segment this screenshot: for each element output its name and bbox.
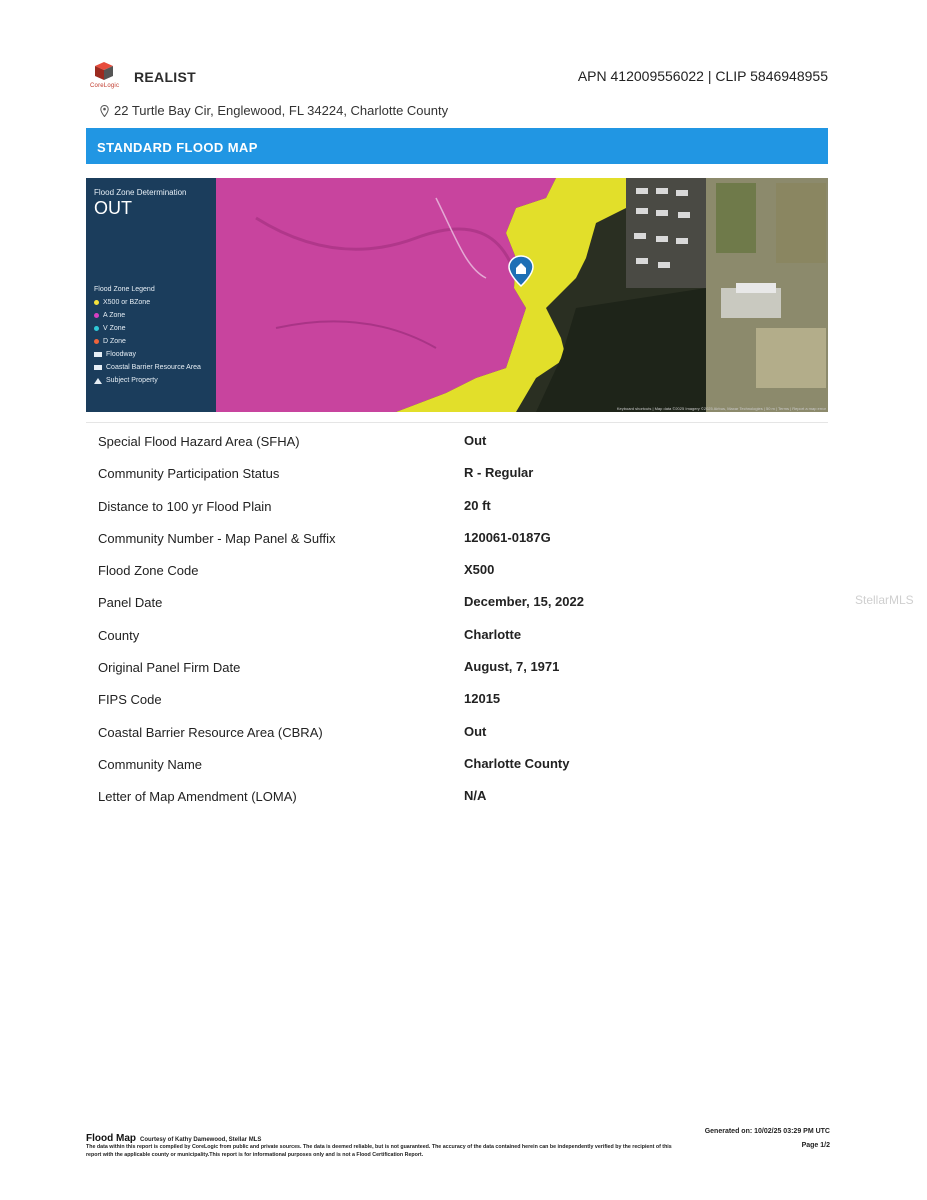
field-label: Special Flood Hazard Area (SFHA) [98, 434, 300, 449]
logo-text: CoreLogic [90, 83, 120, 89]
legend-label: X500 or BZone [103, 299, 151, 306]
field-value: R - Regular [464, 465, 534, 481]
field-label: County [98, 627, 140, 643]
legend-item [94, 338, 126, 345]
field-value: August, 7, 1971 [464, 659, 560, 675]
table-row [86, 649, 828, 681]
property-address [100, 103, 448, 118]
footer-disclaimer: The data within this report is compiled by CoreLogic from public and private sources. The data is deemed reliable, but is not guaranteed. The accuracy of the data contained herein can be independently verified by the recipient of this report with the applicable county or municipality.This report is for informational purposes only and is not a Flood Certification Report. [86, 1144, 672, 1158]
field-label: Letter of Map Amendment (LOMA) [98, 789, 297, 805]
legend-label: Subject Property [106, 377, 158, 384]
report-footer [86, 1128, 830, 1158]
brand-name: REALIST [134, 69, 196, 85]
field-label: Community Participation Status [98, 466, 280, 482]
table-row [86, 584, 828, 616]
legend-square-icon [94, 352, 102, 357]
table-row [86, 455, 828, 487]
legend-label: V Zone [103, 325, 126, 332]
house-icon [94, 378, 102, 384]
table-row [86, 520, 828, 552]
field-value: N/A [464, 788, 487, 804]
legend-label: A Zone [103, 312, 126, 319]
address-text: 22 Turtle Bay Cir, Englewood, FL 34224, Charlotte County [114, 103, 449, 118]
table-row [86, 488, 828, 520]
field-label: Flood Zone Code [98, 563, 199, 579]
table-row [86, 681, 828, 713]
table-row [86, 422, 828, 455]
flood-map [86, 178, 828, 412]
field-label: FIPS Code [98, 692, 162, 708]
legend-item [94, 299, 150, 306]
legend-square-icon [94, 365, 102, 370]
legend-dot-icon [94, 313, 99, 318]
field-value: Out [464, 433, 487, 448]
legend-title: Flood Zone Legend [94, 286, 155, 293]
map-legend-panel [86, 178, 216, 412]
footer-courtesy: Courtesy of Kathy Damewood, Stellar MLS [140, 1137, 262, 1143]
section-banner [86, 128, 828, 164]
legend-dot-icon [94, 339, 99, 344]
location-pin-icon [100, 105, 109, 117]
field-value: Charlotte County [464, 755, 570, 771]
generated-timestamp: Generated on: 10/02/25 03:29 PM UTC [704, 1128, 830, 1135]
field-value: 20 ft [464, 497, 491, 513]
table-row [86, 778, 828, 810]
legend-item [94, 377, 158, 384]
determination-value: OUT [94, 198, 132, 218]
footer-title: Flood Map [86, 1133, 136, 1144]
table-row [86, 552, 828, 584]
page-number: Page 1/2 [801, 1142, 830, 1149]
apn-clip-ids: APN 412009556022 | CLIP 5846948955 [577, 68, 828, 84]
field-label: Community Name [98, 756, 203, 772]
field-label: Original Panel Firm Date [98, 660, 241, 676]
banner-title: STANDARD FLOOD MAP [97, 140, 258, 155]
field-label: Community Number - Map Panel & Suffix [98, 530, 336, 546]
field-value: 120061-0187G [464, 529, 551, 545]
field-label: Panel Date [98, 595, 163, 611]
field-value: Out [464, 723, 487, 739]
field-value: X500 [464, 562, 495, 578]
legend-label: Floodway [106, 351, 136, 358]
field-label: Coastal Barrier Resource Area (CBRA) [98, 724, 323, 740]
stellar-mls-watermark: StellarMLS [855, 593, 914, 607]
legend-label: Coastal Barrier Resource Area [106, 364, 201, 371]
table-row [86, 714, 828, 746]
map-attribution: Keyboard shortcuts | Map data ©2025 Imagery ©2025 Airbus, Maxar Technologies | 50 m | Terms | Report a map error [616, 406, 826, 411]
determination-label: Flood Zone Determination [94, 188, 187, 197]
field-value: Charlotte [464, 626, 522, 642]
table-row [86, 746, 828, 778]
legend-item [94, 364, 201, 371]
legend-dot-icon [94, 300, 99, 305]
legend-dot-icon [94, 326, 99, 331]
report-header [86, 60, 828, 96]
flood-details-table [86, 422, 828, 811]
field-value: 12015 [464, 691, 501, 707]
legend-label: D Zone [103, 338, 126, 345]
flood-zone-map-image [216, 178, 828, 412]
legend-item [94, 312, 125, 319]
field-label: Distance to 100 yr Flood Plain [98, 498, 272, 514]
field-value: December, 15, 2022 [464, 594, 584, 610]
legend-item [94, 351, 136, 358]
table-row [86, 617, 828, 649]
legend-item [94, 325, 126, 332]
